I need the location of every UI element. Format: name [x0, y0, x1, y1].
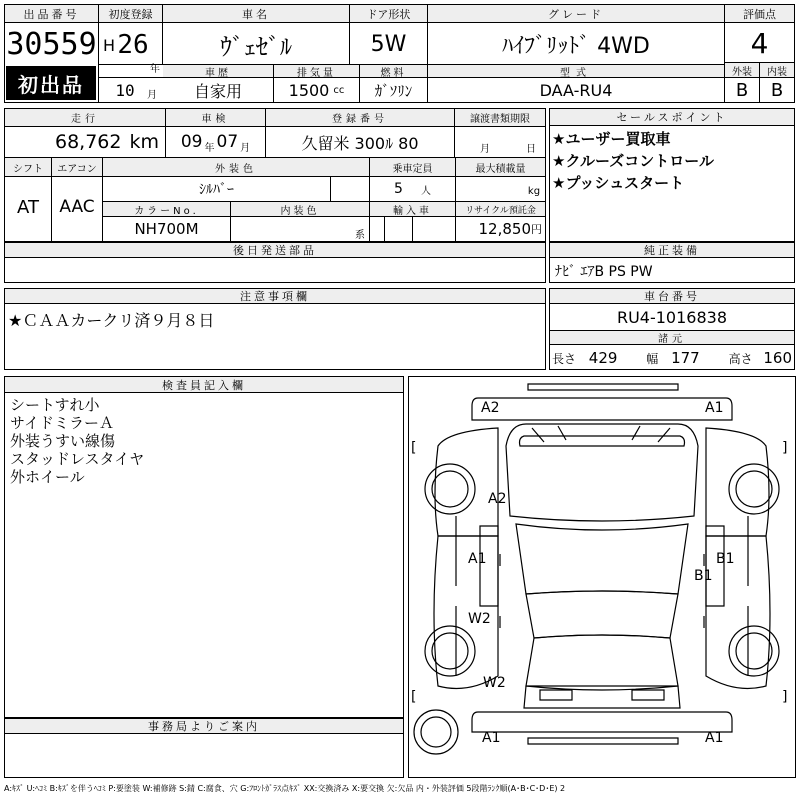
displacement-unit: cc	[333, 84, 345, 96]
capacity-number: 5	[394, 181, 403, 197]
history-label: 車歴	[163, 65, 273, 77]
capacity-value	[370, 178, 455, 200]
length-label: 長さ	[552, 352, 577, 366]
color-no-label: カラーNo.	[103, 202, 230, 216]
mark-rear-right: A1	[705, 730, 724, 746]
office-label: 事務局よりご案内	[5, 719, 403, 734]
length-value: 429	[588, 349, 618, 367]
specs-label: 諸元	[550, 331, 794, 344]
mark-left-front-door: A1	[468, 551, 487, 567]
inspector-item: シートすれ小	[10, 396, 100, 414]
car-name-value: ｳﾞｪｾﾞﾙ	[220, 32, 292, 61]
registration-year-unit: 年	[150, 63, 160, 75]
registration-month-unit: 月	[147, 89, 157, 101]
shift-value: AT	[17, 196, 39, 218]
exterior-score-label: 外装	[725, 63, 759, 77]
inspection-year-unit: 年	[204, 142, 215, 154]
mark-left-rear: W2	[483, 675, 506, 691]
import-label: 輸入車	[370, 202, 455, 216]
notes-value: ★ＣＡＡカークリ済９月８日	[8, 310, 215, 330]
history-value: 自家用	[193, 81, 242, 101]
displacement-label: 排気量	[274, 65, 359, 77]
inspection-label: 車検	[166, 109, 265, 126]
inspector-item: 外ホイール	[10, 468, 85, 486]
capacity-unit: 人	[420, 185, 431, 197]
displacement-number: 1500	[288, 80, 330, 100]
mileage-label: 走行	[5, 109, 165, 126]
displacement-value	[274, 79, 359, 101]
registration-year: 26	[117, 30, 149, 60]
sales-point-item: ★プッシュスタート	[552, 174, 685, 192]
max-load-unit: kg	[527, 185, 541, 197]
fuel-value: ｶﾞｿﾘﾝ	[374, 81, 413, 100]
recycle-amount: 12,850	[478, 220, 531, 238]
registration-month: 10	[115, 80, 135, 100]
registration-era: H	[102, 35, 116, 55]
interior-score-value: B	[770, 79, 784, 101]
model-label: 型式	[428, 65, 724, 77]
chassis-value: RU4-1016838	[616, 307, 728, 327]
plate-label: 登録番号	[266, 109, 454, 126]
transfer-label: 譲渡書類期限	[455, 109, 545, 126]
exterior-score-value: B	[735, 79, 749, 101]
inspection-year: 09	[180, 132, 203, 152]
fuel-label: 燃料	[360, 65, 427, 77]
sales-point-item: ★ユーザー買取車	[552, 130, 671, 148]
capacity-label: 乗車定員	[370, 158, 455, 176]
mark-bracket-right-low: ]	[782, 689, 788, 705]
mileage-number: 68,762	[55, 131, 122, 153]
legend-text: A:ｷｽﾞ U:ﾍｺﾐ B:ｷｽﾞを伴うﾍｺﾐ P:要塗装 W:補修跡 S:錆 C:腐食、穴 G:ﾌﾛﾝﾄｶﾞﾗｽ点ｷｽﾞ XX:交換済み X:要交換 欠:欠品 内・外装評価 5段階ﾗﾝｸ順(A･B･C･D･E) 2	[4, 783, 566, 793]
mark-front-left: A2	[481, 400, 500, 416]
inspection-month: 07	[216, 132, 239, 152]
recycle-value	[456, 218, 545, 240]
mark-bracket-right: ]	[782, 440, 788, 456]
mark-rear-left: A1	[482, 730, 501, 746]
mark-front-right: A1	[705, 400, 724, 416]
mark-right-b: B1	[694, 568, 713, 584]
grade-value: ﾊｲﾌﾞﾘｯﾄﾞ 4WD	[502, 33, 650, 59]
later-parts-label: 後日発送部品	[5, 243, 545, 258]
equipment-label: 純正装備	[550, 243, 794, 258]
exterior-color-label: 外装色	[103, 158, 369, 176]
mark-bracket-left-low: [	[411, 689, 417, 705]
width-label: 幅	[646, 352, 659, 366]
notes-label: 注意事項欄	[5, 289, 545, 304]
registration-label: 初度登録	[99, 5, 162, 23]
interior-color-label: 内装色	[231, 202, 369, 216]
aircon-label: エアコン	[52, 158, 102, 176]
inspector-list	[10, 396, 390, 486]
mark-hood: A2	[488, 491, 507, 507]
inspection-month-unit: 月	[240, 142, 251, 154]
mileage-unit: km	[129, 131, 159, 153]
max-load-label: 最大積載量	[456, 158, 545, 176]
transfer-month-unit: 月	[480, 143, 490, 155]
inspector-item: 外装うすい線傷	[10, 432, 116, 450]
inspector-item: サイドミラーＡ	[10, 414, 114, 432]
exterior-color-value: ｼﾙﾊﾞｰ	[199, 182, 234, 198]
sales-point-item: ★クルーズコントロール	[552, 152, 714, 170]
color-no-value: NH700M	[134, 220, 199, 238]
interior-color-unit: 系	[355, 229, 365, 241]
equipment-value: ﾅﾋﾞ ｴｱB PS PW	[555, 264, 653, 280]
shift-label: シフト	[5, 158, 51, 176]
transfer-day-unit: 日	[526, 143, 536, 155]
mark-left-rear-door: W2	[468, 611, 491, 627]
model-value: DAA-RU4	[539, 80, 613, 100]
aircon-value: AAC	[59, 197, 95, 217]
chassis-label: 車台番号	[550, 289, 794, 304]
score-label: 評価点	[725, 5, 794, 23]
inspector-label: 検査員記入欄	[5, 377, 403, 393]
inspection-value	[166, 128, 265, 156]
lot-label: 出品番号	[5, 5, 98, 23]
door-label: ドア形状	[350, 5, 427, 23]
car-name-label: 車名	[163, 5, 349, 23]
score-value: 4	[750, 26, 769, 60]
specs-values	[552, 348, 792, 368]
mileage-value	[5, 128, 165, 156]
mark-right-front-door: B1	[716, 551, 735, 567]
sales-points-label: セールスポイント	[550, 109, 794, 126]
car-diagram	[408, 376, 796, 778]
height-label: 高さ	[728, 352, 753, 366]
width-value: 177	[671, 349, 700, 367]
plate-value: 久留米 300ﾙ 80	[301, 133, 419, 153]
mark-bracket-left: [	[411, 440, 417, 456]
lot-number: 30559	[6, 26, 97, 62]
first-listing-badge: 初出品	[6, 66, 96, 100]
door-value: 5W	[370, 31, 407, 57]
recycle-label: リサイクル預託金	[456, 202, 545, 216]
sales-points-list	[552, 128, 792, 194]
grade-label: グレード	[428, 5, 724, 23]
recycle-unit: 円	[531, 223, 542, 236]
height-value: 160	[763, 349, 792, 367]
inspector-item: スタッドレスタイヤ	[10, 450, 145, 468]
interior-score-label: 内装	[760, 63, 794, 77]
